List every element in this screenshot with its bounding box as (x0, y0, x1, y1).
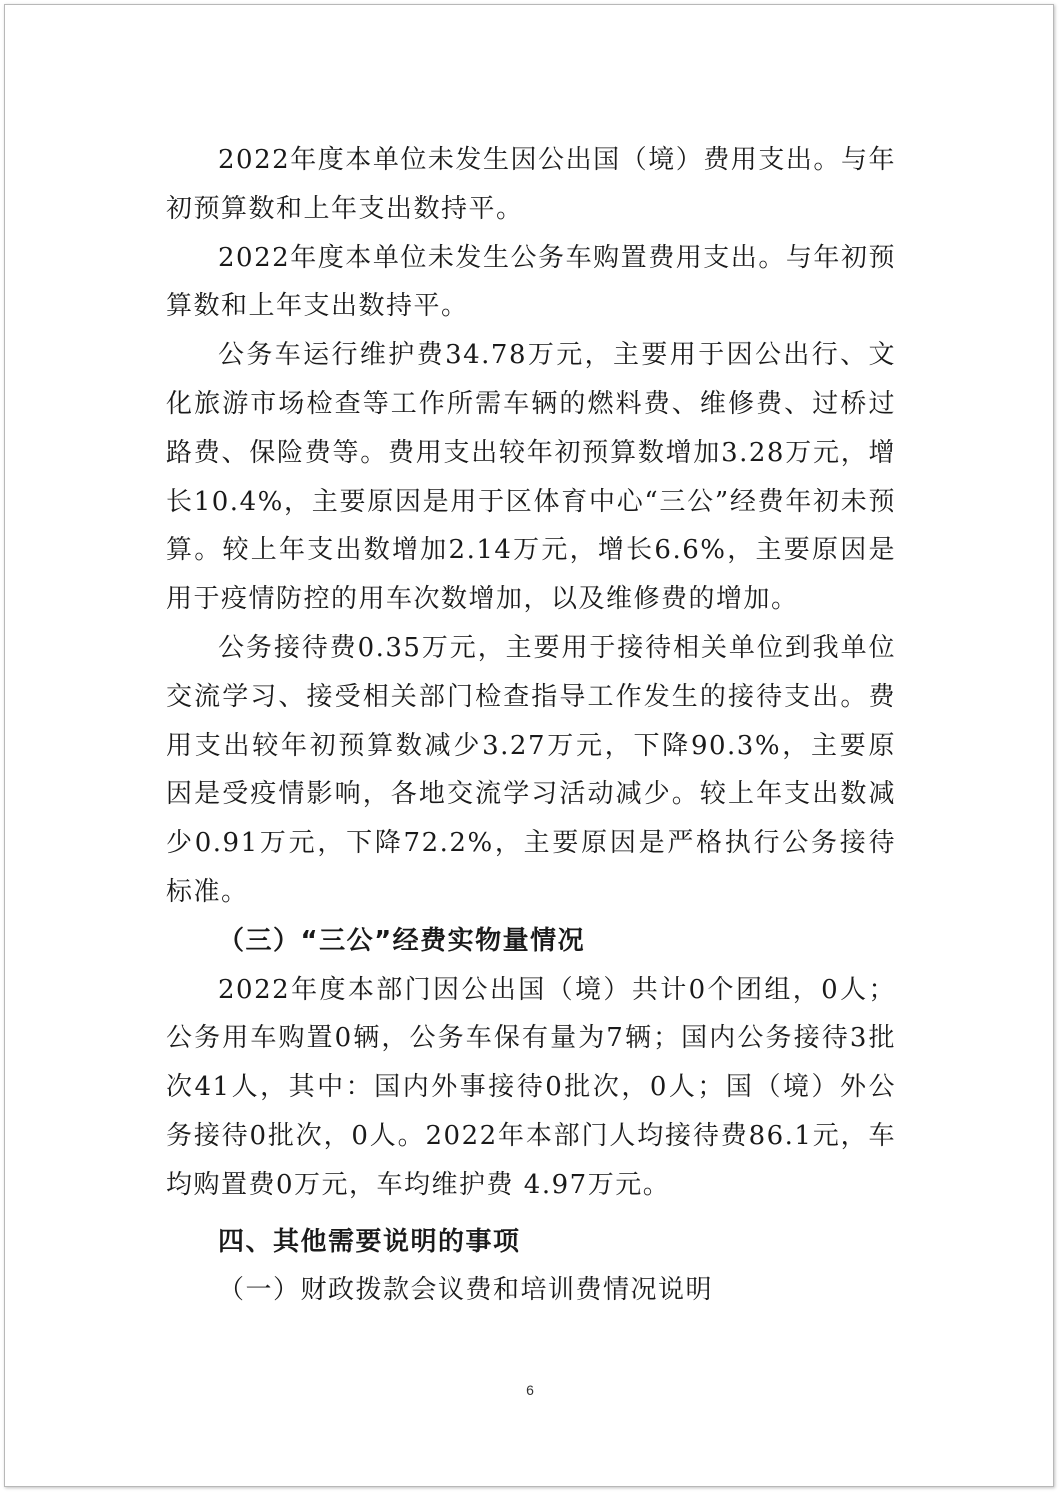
section-heading-physical-quantity: （三）“三公”经费实物量情况 (218, 925, 586, 956)
paragraph-official-reception: 公务接待费0.35万元，主要用于接待相关单位到我单位交流学习、接受相关部门检查指导工作发生的接待支出。费用支出较年初预算数减少3.27万元，下降90.3%，主要原因是受疫情影响，各地交流学习活动减少。较上年支出数减少0.91万元，下降72.2%，主要原因是严格执行公务接待标准。 (166, 632, 896, 907)
page-number: 6 (526, 1382, 534, 1398)
paragraph-overseas-travel: 2022年度本单位未发生因公出国（境）费用支出。与年初预算数和上年支出数持平。 (166, 145, 896, 224)
subsection-heading-meeting-training: （一）财政拨款会议费和培训费情况说明 (218, 1275, 714, 1306)
paragraph-vehicle-purchase: 2022年度本单位未发生公务车购置费用支出。与年初预算数和上年支出数持平。 (166, 242, 896, 322)
paragraph-physical-quantity: 2022年度本部门因公出国（境）共计0个团组，0人；公务用车购置0辆，公务车保有量为7辆；国内公务接待3批次41人，其中：国内外事接待0批次，0人；国（境）外公务接待0批次，0人。2022年本部门人均接待费86.1元，车均购置费0万元，车均维护费 4.97万元。 (166, 974, 896, 1200)
document-body (166, 136, 896, 1315)
section-heading-other-matters: 四、其他需要说明的事项 (218, 1226, 521, 1257)
paragraph-vehicle-maintenance: 公务车运行维护费34.78万元，主要用于因公出行、文化旅游市场检查等工作所需车辆的燃料费、维修费、过桥过路费、保险费等。费用支出较年初预算数增加3.28万元，增长10.4%，主要原因是用于区体育中心“三公”经费年初未预算。较上年支出数增加2.14万元，增长6.6%，主要原因是用于疫情防控的用车次数增加，以及维修费的增加。 (166, 340, 896, 615)
